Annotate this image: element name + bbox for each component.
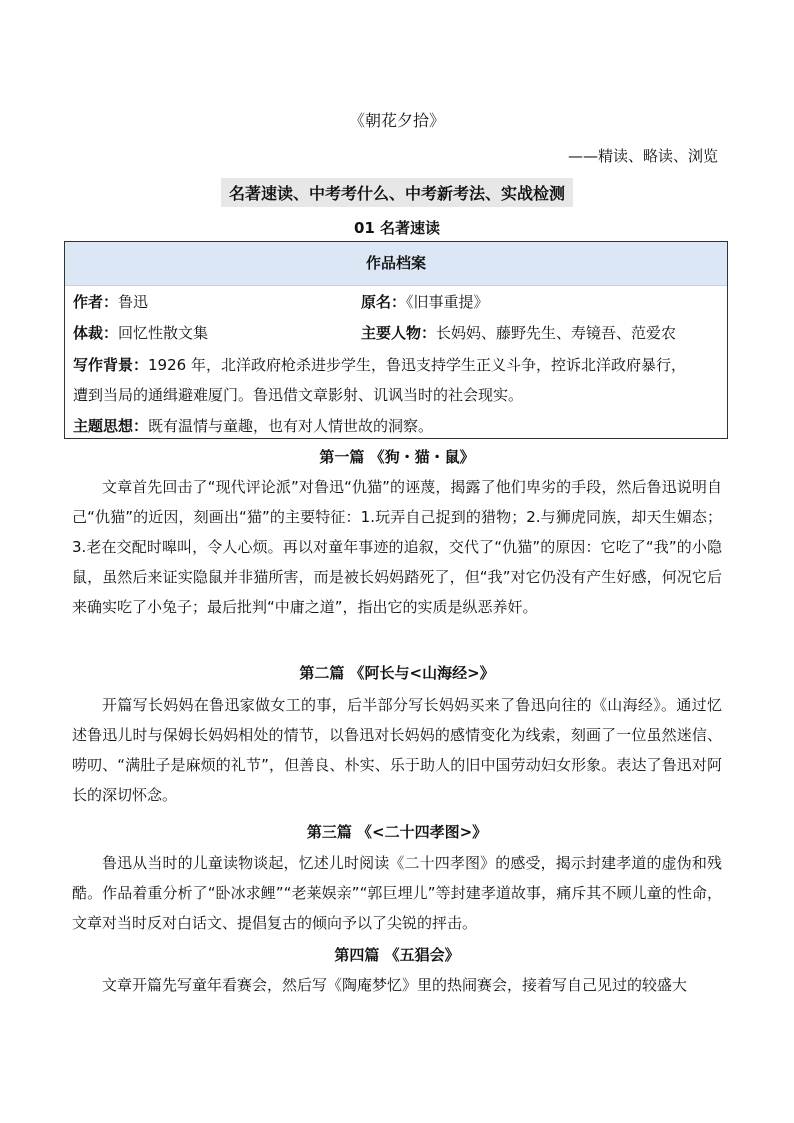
chapter-1-text: 文章首先回击了“现代评论派”对鲁迅“仇猫”的诬蔑，揭露了他们卑劣的手段，然后鲁迅说明自己“仇猫”的近因，刻画出“猫”的主要特征：1.玩弄自己捉到的猎物；2.与狮虎同族，却天生媚态；3.老在交配时嗥叫，令人心烦。再以对童年事迹的追叙，交代了“仇猫”的原因：它吃了“我”的小隐鼠，虽然后来证实隐鼠并非猫所害，而是被长妈妈踏死了，但“我”对它仍没有产生好感，何况它后来确实吃了小兔子；最后批判“中庸之道”，指出它的实质是纵恶养奸。 [72, 478, 722, 616]
author-label: 作者： [73, 293, 119, 311]
original-name-row [361, 291, 489, 312]
chapter-4-text: 文章开篇先写童年看赛会，然后写《陶庵梦忆》里的热闹赛会，接着写自己见过的较盛大 [102, 976, 688, 994]
chapter-2-heading: 第二篇 《阿长与<山海经>》 [299, 664, 495, 682]
chapter-1-heading: 第一篇 《狗・猫・鼠》 [319, 448, 475, 466]
genre-label: 体裁： [73, 324, 119, 342]
card-heading: 作品档案 [65, 242, 727, 286]
theme-value: 既有温情与童趣，也有对人情世故的洞察。 [148, 417, 434, 435]
background-label: 写作背景： [73, 356, 149, 374]
characters-label: 主要人物： [361, 324, 437, 342]
author-row [73, 291, 148, 312]
theme-label: 主题思想： [73, 417, 149, 435]
background-row [73, 354, 686, 375]
chapter-3-heading: 第三篇 《<二十四孝图>》 [306, 823, 488, 841]
document-subtitle: ——精读、略读、浏览 [567, 147, 718, 165]
genre-value: 回忆性散文集 [118, 324, 209, 342]
background-line-1: 1926 年，北洋政府枪杀进步学生，鲁迅支持学生正义斗争，控诉北洋政府暴行， [148, 356, 686, 374]
banner-wrapper [0, 178, 794, 207]
characters-value: 长妈妈、藤野先生、寿镜吾、范爱农 [436, 324, 677, 342]
original-name-label: 原名： [361, 293, 407, 311]
theme-row [73, 415, 433, 436]
chapter-2-text: 开篇写长妈妈在鲁迅家做女工的事，后半部分写长妈妈买来了鲁迅向往的《山海经》。通过忆述鲁迅儿时与保姆长妈妈相处的情节，以鲁迅对长妈妈的感情变化为线索，刻画了一位虽然迷信、唠叨、“满肚子是麻烦的礼节”，但善良、朴实、乐于助人的旧中国劳动妇女形象。表达了鲁迅对阿长的深切怀念。 [72, 696, 722, 804]
chapter-3-text: 鲁迅从当时的儿童读物谈起，忆述儿时阅读《二十四孝图》的感受，揭示封建孝道的虚伪和残酷。作品着重分析了“卧冰求鲤”“老莱娱亲”“郭巨埋儿”等封建孝道故事，痛斥其不顾儿童的性命，文章对当时反对白话文、提倡复古的倾向予以了尖锐的抨击。 [72, 854, 722, 932]
background-line-2: 遭到当局的通缉避难厦门。鲁迅借文章影射、讥讽当时的社会现实。 [73, 386, 524, 404]
section-banner: 名著速读、中考考什么、中考新考法、实战检测 [221, 178, 573, 207]
section-heading: 01 名著速读 [353, 219, 441, 237]
chapter-4-heading: 第四篇 《五猖会》 [334, 946, 460, 964]
author-value: 鲁迅 [118, 293, 149, 311]
genre-row [73, 322, 208, 343]
document-title: 《朝花夕拾》 [348, 111, 445, 130]
work-profile-card [64, 241, 728, 439]
characters-row [361, 322, 676, 343]
original-name-value: 《旧事重提》 [406, 293, 489, 311]
